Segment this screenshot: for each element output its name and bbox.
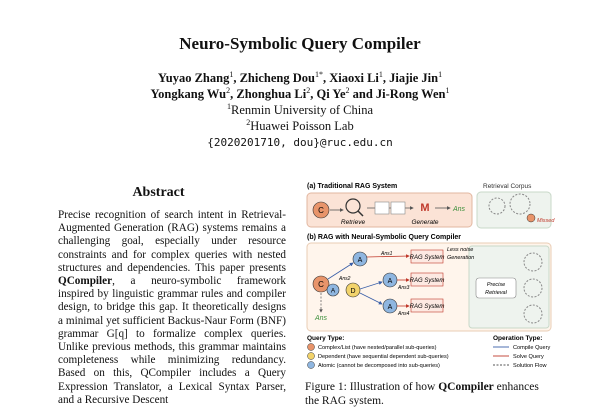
figure-caption: Figure 1: Illustration of how QCompiler enhances the RAG system. — [305, 381, 539, 407]
operation-type-title: Operation Type: — [493, 335, 543, 342]
abstract-text: Precise recognition of search intent in Retrieval-Augmented Generation (RAG) systems remains a challenging goal, especially under resource constraints and for complex queries with nested structures and dependencies. This paper presents QCompiler, a neuro-symbolic framework inspired by linguistic grammar rules and compiler design, to bridge this gap. It theoretically designs a minimal yet sufficient Backus-Naur Form (BNF) grammar G[q] to formalize complex queries. Unlike previous methods, this grammar maintains completeness while minimizing redundancy. Based on this, QCompiler includes a Query Expression Translator, a Lexical Syntax Parser, and a Recursive Descent — [58, 209, 286, 406]
final-answer-label: Ans — [315, 315, 328, 322]
generation-label: Generation — [447, 255, 475, 261]
panel-a-title: (a) Traditional RAG System — [307, 183, 398, 190]
author-name: Zhicheng Dou — [239, 71, 315, 86]
answer-4-label: Ans4 — [398, 311, 410, 317]
affiliation-1: $^1$Renmin University of China — [227, 102, 373, 118]
answer-1-label: Ans1 — [381, 251, 393, 257]
node-label: C — [318, 206, 324, 215]
author-name: Zhonghua Li — [236, 87, 307, 102]
abstract-heading: Abstract — [132, 185, 185, 200]
query-type-label: Complex/List (have nested/parallel sub-queries) — [318, 345, 437, 351]
author-name: Yongkang Wu — [150, 87, 227, 102]
author-name: Yuyao Zhang — [157, 71, 230, 86]
query-type-legend — [308, 344, 449, 370]
generate-label: Generate — [411, 219, 439, 226]
query-type-label: Atomic (cannot be decomposed into sub-queries) — [318, 363, 440, 369]
answer-3-label: Ans3 — [398, 285, 410, 291]
retrieval-label: Retrieval — [485, 290, 507, 296]
query-type-label: Dependent (have sequential dependent sub-queries) — [318, 354, 449, 360]
rag-system-label: RAG System — [409, 304, 445, 310]
precise-label: Precise — [486, 282, 506, 288]
node-label: C — [318, 280, 324, 289]
operation-type-label: Compile Query — [513, 345, 551, 351]
retrieve-label: Retrieve — [340, 219, 366, 226]
email: {2020201710, dou}@ruc.edu.cn — [207, 136, 393, 149]
author-name: Xiaoxi Li — [329, 71, 379, 86]
paper-title: Neuro-Symbolic Query Compiler — [179, 34, 421, 53]
node-label: A — [387, 304, 393, 311]
node-label: D — [350, 288, 356, 295]
qcompiler-highlight: QCompiler — [58, 275, 113, 288]
query-type-swatch — [308, 344, 315, 351]
query-type-swatch — [308, 353, 315, 360]
missed-doc-icon — [527, 214, 535, 222]
answer-label: Ans — [453, 206, 466, 213]
operation-type-legend — [493, 345, 551, 369]
document-icon — [391, 202, 405, 214]
affiliation-2: $^2$Huawei Poisson Lab — [246, 118, 354, 134]
node-label: A — [357, 257, 363, 264]
operation-type-label: Solve Query — [513, 354, 544, 360]
answer-2-label: Ans2 — [339, 276, 351, 282]
less-noise-label: Less noise — [447, 247, 474, 253]
document-icon — [375, 202, 389, 214]
node-label: A — [387, 278, 393, 285]
author-name: Qi Ye — [316, 87, 346, 102]
author-line-2: Yongkang Wu$^2$, Zhonghua Li$^2$, Qi Ye$^2$ and Ji-Rong Wen$^1$ — [150, 86, 450, 102]
query-type-title: Query Type: — [307, 335, 345, 342]
author-name: Jiajie Jin — [389, 71, 439, 86]
retrieval-corpus-label: Retrieval Corpus — [483, 183, 532, 190]
author-line-1: Yuyao Zhang$^1$, Zhicheng Dou$^{1*}$, Xiaoxi Li$^1$, Jiajie Jin$^1$ — [157, 70, 443, 86]
rag-system-label: RAG System — [409, 278, 445, 284]
panel-b-title: (b) RAG with Neural-Symbolic Query Compiler — [307, 234, 462, 241]
rag-system-label: RAG System — [409, 255, 445, 261]
figure-1 — [305, 180, 555, 370]
author-name: Ji-Rong Wen — [375, 87, 446, 102]
node-label: A — [330, 287, 336, 295]
operation-type-label: Solution Flow — [513, 363, 547, 369]
llm-logo-icon: M — [420, 202, 430, 214]
missed-label: Missed — [537, 218, 555, 224]
query-type-swatch — [308, 362, 315, 369]
